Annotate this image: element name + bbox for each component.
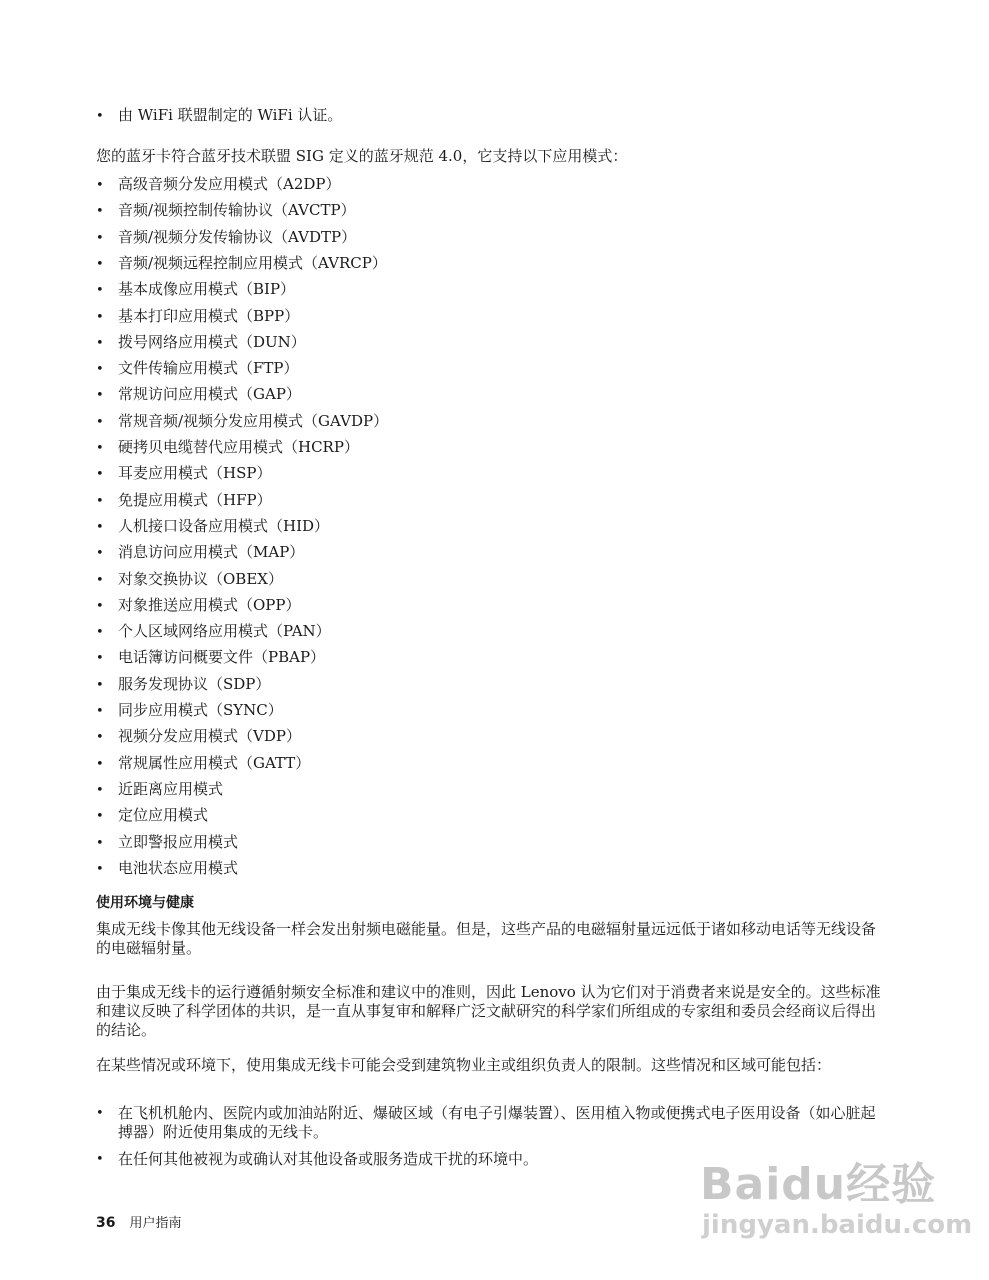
wifi-cert-bullet [96, 106, 342, 126]
bullet-icon: • [96, 862, 104, 877]
profile-item [96, 491, 272, 511]
paragraph-safety: 由于集成无线卡的运行遵循射频安全标准和建议中的准则，因此 Lenovo 认为它们对于消费者来说是安全的。这些标准和建议反映了科学团体的共识，是一直从事复审和解释广泛文献研究的科学家们所组成的专家组和委员会经商议后得出的结论。 [96, 983, 881, 1039]
profile-label: 耳麦应用模式（HSP） [118, 464, 272, 482]
restriction-text: 在任何其他被视为或确认对其他设备或服务造成干扰的环境中。 [118, 1150, 539, 1168]
bullet-icon: • [96, 283, 104, 298]
profile-item [96, 438, 359, 458]
bullet-icon: • [96, 231, 104, 246]
profile-label: 定位应用模式 [118, 806, 209, 824]
profile-item [96, 648, 325, 668]
bullet-icon: • [96, 204, 104, 219]
bullet-icon: • [96, 809, 104, 824]
bullet-icon: • [96, 494, 104, 509]
profile-label: 视频分发应用模式（VDP） [118, 727, 301, 745]
bullet-icon: • [96, 336, 104, 351]
profile-label: 电话簿访问概要文件（PBAP） [118, 648, 326, 666]
profile-item [96, 570, 283, 590]
restriction-item [96, 1104, 886, 1142]
profile-item [96, 201, 356, 221]
bullet-icon: • [96, 310, 104, 325]
baidu-watermark [700, 1140, 973, 1250]
profile-item [96, 333, 306, 353]
profile-item [96, 412, 388, 432]
bluetooth-intro: 您的蓝牙卡符合蓝牙技术联盟 SIG 定义的蓝牙规范 4.0，它支持以下应用模式： [96, 147, 628, 165]
bullet-icon: • [96, 415, 104, 430]
profile-item [96, 517, 329, 537]
profile-item [96, 727, 301, 747]
profile-item [96, 754, 310, 774]
wifi-cert-text: 由 WiFi 联盟制定的 WiFi 认证。 [118, 106, 343, 124]
bullet-icon: • [96, 362, 104, 377]
profile-label: 高级音频分发应用模式（A2DP） [118, 175, 341, 193]
bullet-icon: • [96, 520, 104, 535]
profile-label: 免提应用模式（HFP） [118, 491, 272, 509]
bullet-icon: • [96, 678, 104, 693]
profile-item [96, 833, 238, 853]
bullet-icon: • [96, 546, 104, 561]
profile-label: 对象推送应用模式（OPP） [118, 596, 301, 614]
watermark-logo: Baidu经验 [700, 1159, 937, 1210]
profile-item [96, 359, 299, 379]
profile-item [96, 385, 301, 405]
profile-item [96, 806, 208, 826]
bullet-icon: • [96, 441, 104, 456]
profile-label: 电池状态应用模式 [118, 859, 239, 877]
profile-item [96, 543, 304, 563]
bullet-icon: • [96, 599, 104, 614]
profile-label: 常规属性应用模式（GATT） [118, 754, 311, 772]
bullet-icon: • [96, 178, 104, 193]
profile-label: 服务发现协议（SDP） [118, 675, 271, 693]
restriction-text: 在飞机机舱内、医院内或加油站附近、爆破区域（有电子引爆装置）、医用植入物或便携式电子医用设备（如心脏起搏器）附近使用集成的无线卡。 [118, 1104, 876, 1141]
profile-item [96, 254, 387, 274]
profile-item [96, 307, 299, 327]
section-heading: 使用环境与健康 [96, 895, 194, 911]
profile-item [96, 701, 283, 721]
profile-label: 硬拷贝电缆替代应用模式（HCRP） [118, 438, 359, 456]
profile-item [96, 675, 270, 695]
profile-item [96, 780, 223, 800]
footer-title: 用户指南 [129, 1216, 182, 1231]
profile-item [96, 175, 341, 195]
profile-item [96, 280, 295, 300]
profile-item [96, 464, 271, 484]
bullet-icon: • [96, 1152, 104, 1167]
profile-label: 拨号网络应用模式（DUN） [118, 333, 306, 351]
bullet-icon: • [96, 783, 104, 798]
paragraph-emission: 集成无线卡像其他无线设备一样会发出射频电磁能量。但是，这些产品的电磁辐射量远远低于诸如移动电话等无线设备的电磁辐射量。 [96, 920, 877, 957]
bullet-icon: • [96, 109, 104, 124]
profile-item [96, 596, 300, 616]
profile-item [96, 622, 331, 642]
profile-label: 常规音频/视频分发应用模式（GAVDP） [118, 412, 389, 430]
bullet-icon: • [96, 1106, 104, 1121]
profile-item [96, 228, 356, 248]
profile-label: 音频/视频控制传输协议（AVCTP） [118, 201, 356, 219]
bullet-icon: • [96, 704, 104, 719]
page-number: 36 [96, 1215, 116, 1231]
page-footer [96, 1212, 182, 1231]
profile-label: 人机接口设备应用模式（HID） [118, 517, 330, 535]
bullet-icon: • [96, 836, 104, 851]
bullet-icon: • [96, 573, 104, 588]
profile-label: 个人区域网络应用模式（PAN） [118, 622, 331, 640]
paragraph-restrictions: 在某些情况或环境下，使用集成无线卡可能会受到建筑物业主或组织负责人的限制。这些情况和区域可能包括： [96, 1056, 832, 1074]
profile-label: 基本打印应用模式（BPP） [118, 307, 300, 325]
bullet-icon: • [96, 757, 104, 772]
watermark-url: jingyan.baidu.com [702, 1210, 973, 1240]
profile-label: 基本成像应用模式（BIP） [118, 280, 296, 298]
bullet-icon: • [96, 467, 104, 482]
profile-label: 音频/视频远程控制应用模式（AVRCP） [118, 254, 387, 272]
bullet-icon: • [96, 388, 104, 403]
bullet-icon: • [96, 651, 104, 666]
bullet-icon: • [96, 730, 104, 745]
profile-label: 文件传输应用模式（FTP） [118, 359, 299, 377]
profile-label: 音频/视频分发传输协议（AVDTP） [118, 228, 357, 246]
profile-label: 常规访问应用模式（GAP） [118, 385, 301, 403]
profile-label: 立即警报应用模式 [118, 833, 239, 851]
profile-item [96, 859, 238, 879]
bullet-icon: • [96, 257, 104, 272]
profile-label: 消息访问应用模式（MAP） [118, 543, 305, 561]
profile-label: 对象交换协议（OBEX） [118, 570, 283, 588]
bullet-icon: • [96, 625, 104, 640]
profile-label: 近距离应用模式 [118, 780, 224, 798]
profile-label: 同步应用模式（SYNC） [118, 701, 283, 719]
